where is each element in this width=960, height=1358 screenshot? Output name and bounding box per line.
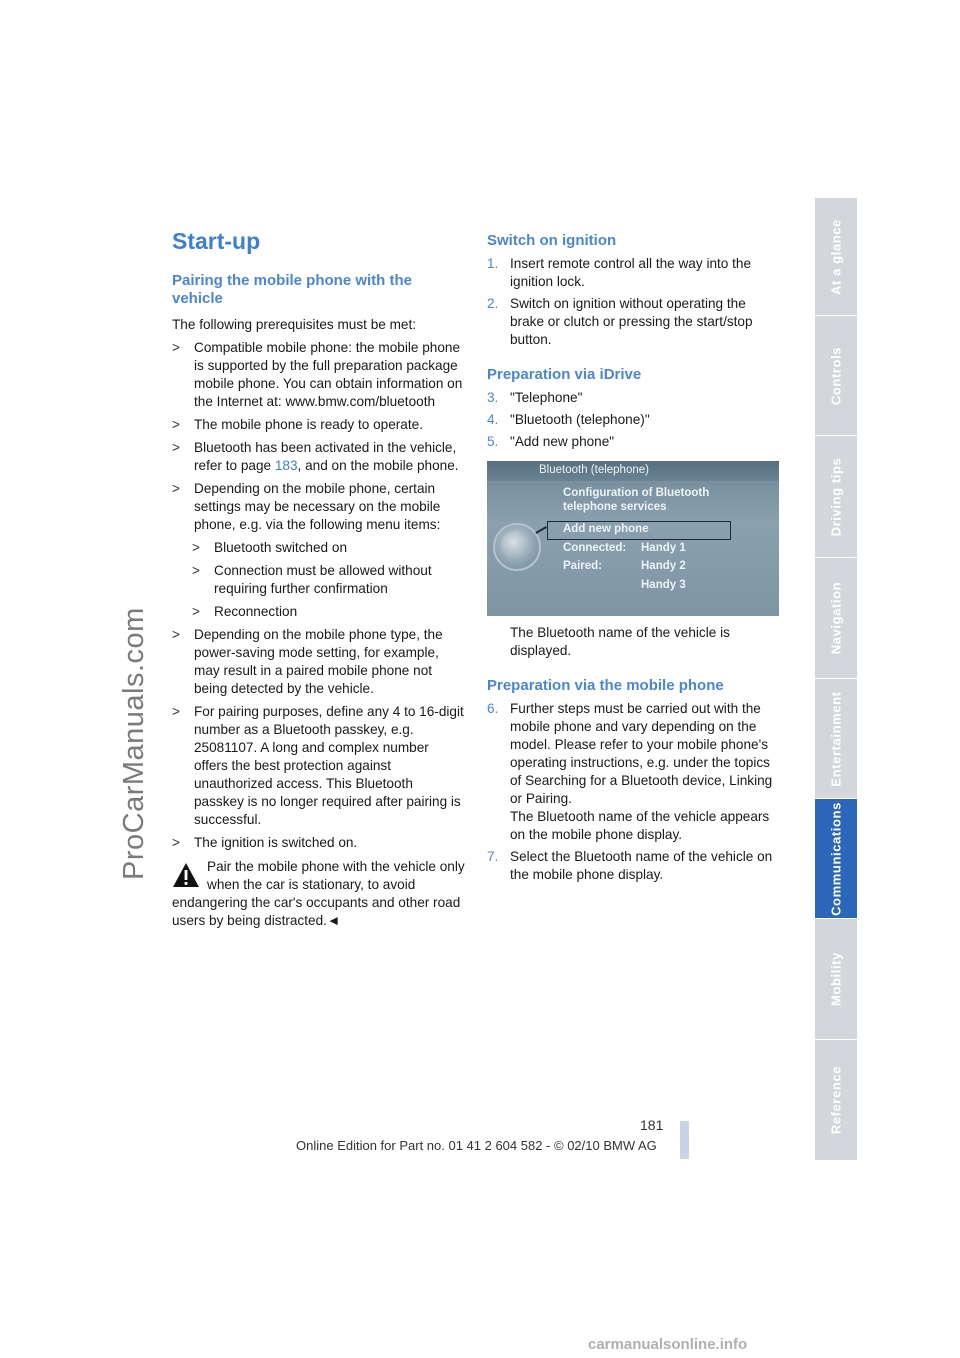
screen-connected-value: Handy 1: [641, 542, 686, 554]
step-text: Select the Bluetooth name of the vehicle on the mobile phone display.: [510, 849, 773, 882]
bullet-text-part: , and on the mobile phone.: [297, 458, 459, 473]
warning-note: [172, 858, 466, 930]
step-text-part: Further steps must be carried out with the mobile phone and vary depending on the model. Please refer to your mobile phone's operating instructions, e.g. under the topics of Searching for a Bluetooth device, Linking or Pairing.: [510, 701, 773, 806]
tab-label: Controls: [828, 346, 844, 405]
intro-text: The following prerequisites must be met:: [172, 317, 417, 332]
screen-paired-label: Paired:: [563, 560, 602, 572]
tab-label: Driving tips: [828, 457, 844, 536]
page-link[interactable]: 183: [274, 458, 298, 473]
warning-text: endangering the car's occupants and other road users by being distracted.◄: [172, 895, 461, 928]
right-column: [487, 232, 779, 884]
step-number: 2.: [487, 296, 499, 311]
page-number: 181: [640, 1117, 664, 1133]
idrive-heading: Preparation via iDrive: [487, 366, 642, 383]
tab-mobility[interactable]: [815, 919, 857, 1040]
step-text: "Telephone": [510, 390, 583, 405]
step-item: [487, 433, 779, 451]
step-number: 7.: [487, 849, 499, 864]
sub-list-item: [192, 603, 466, 621]
step-text: [510, 700, 779, 844]
left-column: [172, 272, 466, 930]
footer-text: Online Edition for Part no. 01 41 2 604 582 - © 02/10 BMW AG: [296, 1138, 657, 1153]
tab-controls[interactable]: [815, 316, 857, 436]
step-item: [487, 411, 779, 429]
list-item: [172, 626, 466, 698]
bullet-marker: >: [192, 604, 200, 619]
list-item: [172, 339, 466, 411]
step-number: 5.: [487, 434, 499, 449]
page-title: Start-up: [172, 228, 261, 254]
tab-reference[interactable]: [815, 1040, 857, 1161]
bullet-marker: >: [172, 704, 180, 719]
list-item: [172, 439, 466, 475]
bullet-marker: >: [172, 835, 180, 850]
controller-knob-center-icon: [501, 531, 529, 559]
screen-menu-config: telephone services: [563, 501, 667, 513]
bullet-marker: >: [172, 481, 180, 496]
step-number: 1.: [487, 256, 499, 271]
pointer-line: [535, 526, 546, 533]
step-number: 6.: [487, 701, 499, 716]
list-item: [172, 480, 466, 534]
tab-driving-tips[interactable]: [815, 436, 857, 558]
bullet-text: For pairing purposes, define any 4 to 16-digit number as a Bluetooth passkey, e.g. 25081107. A long and complex number offers the best protection against unauthorized access. This Bluetooth passkey is no longer required after pairing is successful.: [194, 704, 464, 827]
sub-list-item: [192, 562, 466, 598]
bottom-watermark: carmanualsonline.info: [588, 1336, 748, 1353]
tab-communications[interactable]: [815, 799, 857, 919]
step-item: [487, 848, 779, 884]
bullet-marker: >: [172, 440, 180, 455]
step-text: Switch on ignition without operating the brake or clutch or pressing the start/stop button.: [510, 296, 753, 347]
step-number: 4.: [487, 412, 499, 427]
pairing-heading: Pairing the mobile phone with the vehicle: [172, 272, 413, 307]
chapter-sidebar: [815, 198, 857, 1160]
bullet-text: Reconnection: [214, 604, 298, 619]
step-item: [487, 295, 779, 349]
bullet-text: The mobile phone is ready to operate.: [194, 417, 423, 432]
tab-label: Reference: [828, 1065, 844, 1135]
bullet-text-part: Bluetooth has been activated in the vehicle, refer to page: [194, 440, 457, 473]
step-number: 3.: [487, 390, 499, 405]
warning-text: Pair the mobile phone with the vehicle only when the car is stationary, to avoid: [207, 859, 465, 892]
warning-icon: [172, 862, 200, 888]
bullet-marker: >: [172, 627, 180, 642]
step-item: [487, 700, 779, 844]
mobile-heading: Preparation via the mobile phone: [487, 677, 724, 694]
tab-label: At a glance: [828, 218, 844, 295]
tab-navigation[interactable]: [815, 558, 857, 679]
tab-entertainment[interactable]: [815, 679, 857, 799]
screen-caption: The Bluetooth name of the vehicle is displayed.: [510, 625, 730, 658]
step-item: [487, 255, 779, 291]
list-item: [172, 834, 466, 852]
bullet-text: Compatible mobile phone: the mobile phone is supported by the full preparation package mobile phone. You can obtain information on the Internet at: www.bmw.com/bluetooth: [194, 340, 463, 409]
screen-menu-add: Add new phone: [563, 523, 649, 535]
bullet-marker: >: [192, 540, 200, 555]
screen-paired-value: Handy 3: [641, 579, 686, 591]
bullet-text: [194, 439, 466, 475]
bullet-marker: >: [192, 563, 200, 578]
sub-list-item: [192, 539, 466, 557]
screen-paired-value: Handy 2: [641, 560, 686, 572]
tab-label: Entertainment: [828, 690, 844, 787]
idrive-screen-image: [487, 461, 779, 616]
bullet-marker: >: [172, 417, 180, 432]
bullet-text: Bluetooth switched on: [214, 540, 348, 555]
step-text-part: The Bluetooth name of the vehicle appears on the mobile phone display.: [510, 809, 770, 842]
step-text: "Bluetooth (telephone)": [510, 412, 650, 427]
tab-at-a-glance[interactable]: [815, 198, 857, 316]
list-item: [172, 703, 466, 829]
screen-menu-config: Configuration of Bluetooth: [563, 487, 710, 499]
step-text: "Add new phone": [510, 434, 615, 449]
tab-label: Communications: [828, 801, 844, 916]
list-item: [172, 416, 466, 434]
bullet-text: Connection must be allowed without requiring further confirmation: [214, 563, 432, 596]
bullet-text: The ignition is switched on.: [194, 835, 358, 850]
step-item: [487, 389, 779, 407]
bullet-text: Depending on the mobile phone type, the power-saving mode setting, for example, may result in a paired mobile phone not being detected by the vehicle.: [194, 627, 443, 696]
screen-title: Bluetooth (telephone): [539, 464, 649, 476]
ignition-heading: Switch on ignition: [487, 232, 617, 249]
screen-connected-label: Connected:: [563, 542, 627, 554]
side-watermark: ProCarManuals.com: [118, 607, 150, 880]
step-text: Insert remote control all the way into the ignition lock.: [510, 256, 752, 289]
bullet-text: Depending on the mobile phone, certain settings may be necessary on the mobile phone, e.g. via the following menu items:: [194, 481, 441, 532]
tab-label: Mobility: [828, 952, 844, 1006]
tab-label: Navigation: [828, 581, 844, 655]
page-marker-bar: [680, 1121, 689, 1159]
bullet-marker: >: [172, 340, 180, 355]
